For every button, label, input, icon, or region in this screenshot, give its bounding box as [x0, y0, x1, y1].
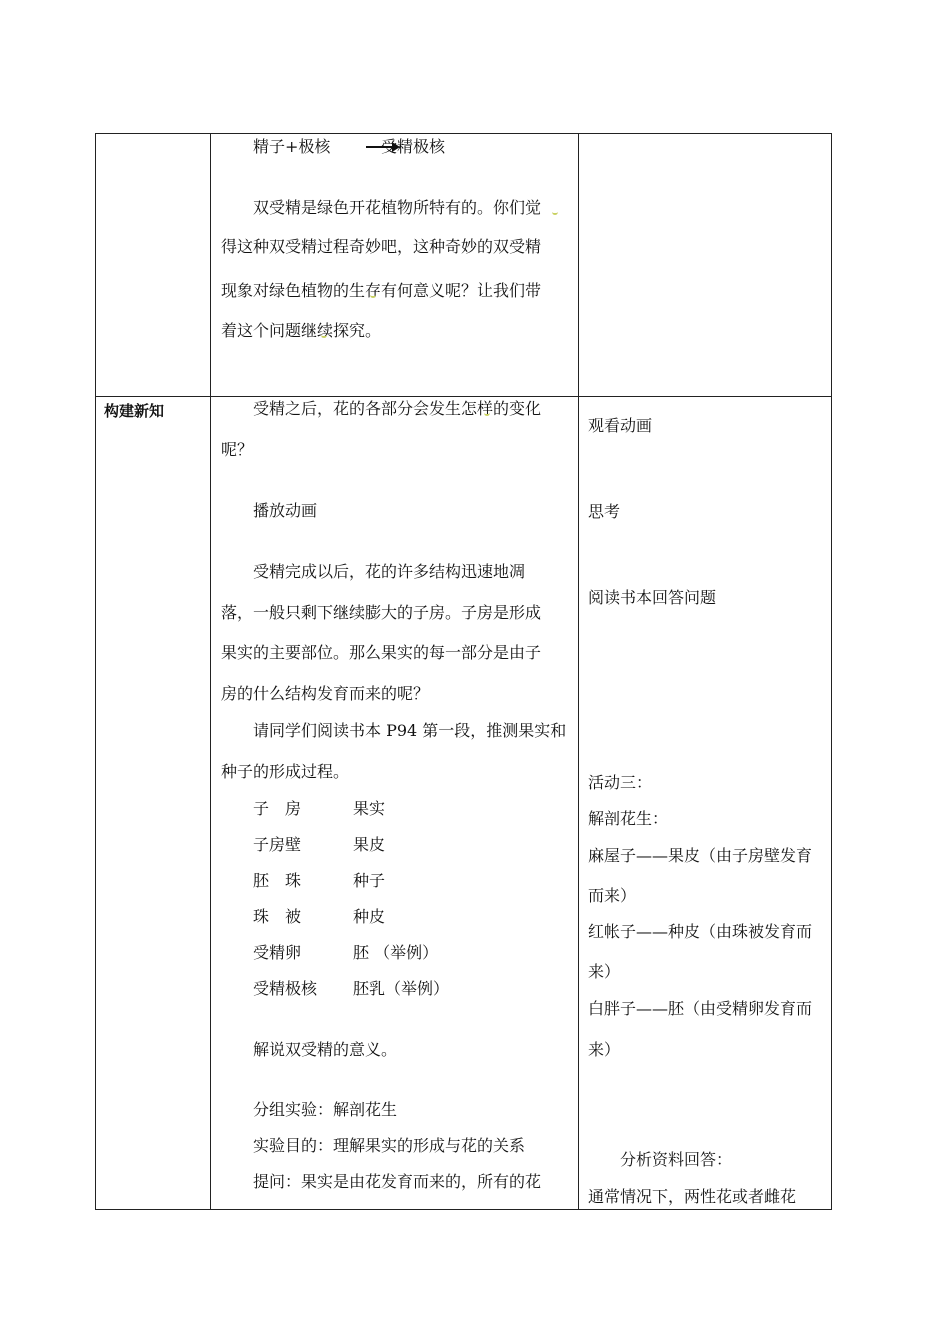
- student-line: 阅读书本回答问题: [588, 588, 717, 607]
- pair-right: 种皮: [353, 907, 386, 926]
- student-line: 麻屋子——果皮（由子房壁发育: [588, 846, 813, 865]
- student-line: 白胖子——胚（由受精卵发育而: [588, 999, 813, 1018]
- student-line: 来）: [588, 962, 621, 981]
- teacher-line: 房的什么结构发育而来的呢？: [221, 684, 430, 703]
- student-line: 通常情况下，两性花或者雌花: [588, 1187, 797, 1206]
- teacher-line: 落，一般只剩下继续膨大的子房。子房是形成: [221, 603, 542, 622]
- teacher-line: 解说双受精的意义。: [253, 1040, 398, 1059]
- pair-left: 受精卵: [253, 943, 302, 962]
- formula-right: 受精极核: [381, 137, 446, 156]
- teacher-line: 果实的主要部位。那么果实的每一部分是由子: [221, 643, 542, 662]
- pair-right: 果实: [353, 799, 386, 818]
- para-line: 双受精是绿色开花植物所特有的。你们觉: [253, 198, 542, 217]
- teacher-line: 实验目的：理解果实的形成与花的关系: [253, 1136, 526, 1155]
- student-line: 解剖花生：: [588, 809, 669, 828]
- para-line: 得这种双受精过程奇妙吧，这种奇妙的双受精: [221, 237, 542, 256]
- pair-left: 子 房: [253, 799, 302, 818]
- student-line: 而来）: [588, 886, 637, 905]
- teacher-line: 受精完成以后，花的许多结构迅速地凋: [253, 562, 526, 581]
- student-line: 分析资料回答：: [620, 1150, 733, 1169]
- column-divider-1: [210, 133, 211, 1210]
- teacher-line: 播放动画: [253, 501, 318, 520]
- column-divider-2: [578, 133, 579, 1210]
- pair-right: 果皮: [353, 835, 386, 854]
- row-divider: [95, 396, 832, 397]
- para-line: 着这个问题继续探究。: [221, 321, 382, 340]
- pair-right: 胚 （举例）: [353, 943, 439, 962]
- teacher-line: 提问：果实是由花发育而来的，所有的花: [253, 1172, 542, 1191]
- section-label: 构建新知: [104, 402, 165, 420]
- pair-right: 胚乳（举例）: [353, 979, 450, 998]
- teacher-line: 受精之后，花的各部分会发生怎样的变化: [253, 399, 542, 418]
- teacher-line: 分组实验：解剖花生: [253, 1100, 398, 1119]
- student-line: 红帐子——种皮（由珠被发育而: [588, 922, 813, 941]
- teacher-line: 请同学们阅读书本 P94 第一段，推测果实和: [253, 721, 567, 740]
- formula-left: 精子+极核: [253, 137, 331, 156]
- teacher-line: 种子的形成过程。: [221, 762, 350, 781]
- teacher-line: 呢？: [221, 440, 254, 459]
- student-line: 活动三：: [588, 773, 653, 792]
- student-line: 思考: [588, 502, 621, 521]
- student-line: 观看动画: [588, 416, 653, 435]
- pair-left: 子房壁: [253, 835, 302, 854]
- para-line: 现象对绿色植物的生存有何意义呢？让我们带: [221, 281, 542, 300]
- pair-left: 珠 被: [253, 907, 302, 926]
- pair-right: 种子: [353, 871, 386, 890]
- student-line: 来）: [588, 1040, 621, 1059]
- pair-left: 受精极核: [253, 979, 318, 998]
- pair-left: 胚 珠: [253, 871, 302, 890]
